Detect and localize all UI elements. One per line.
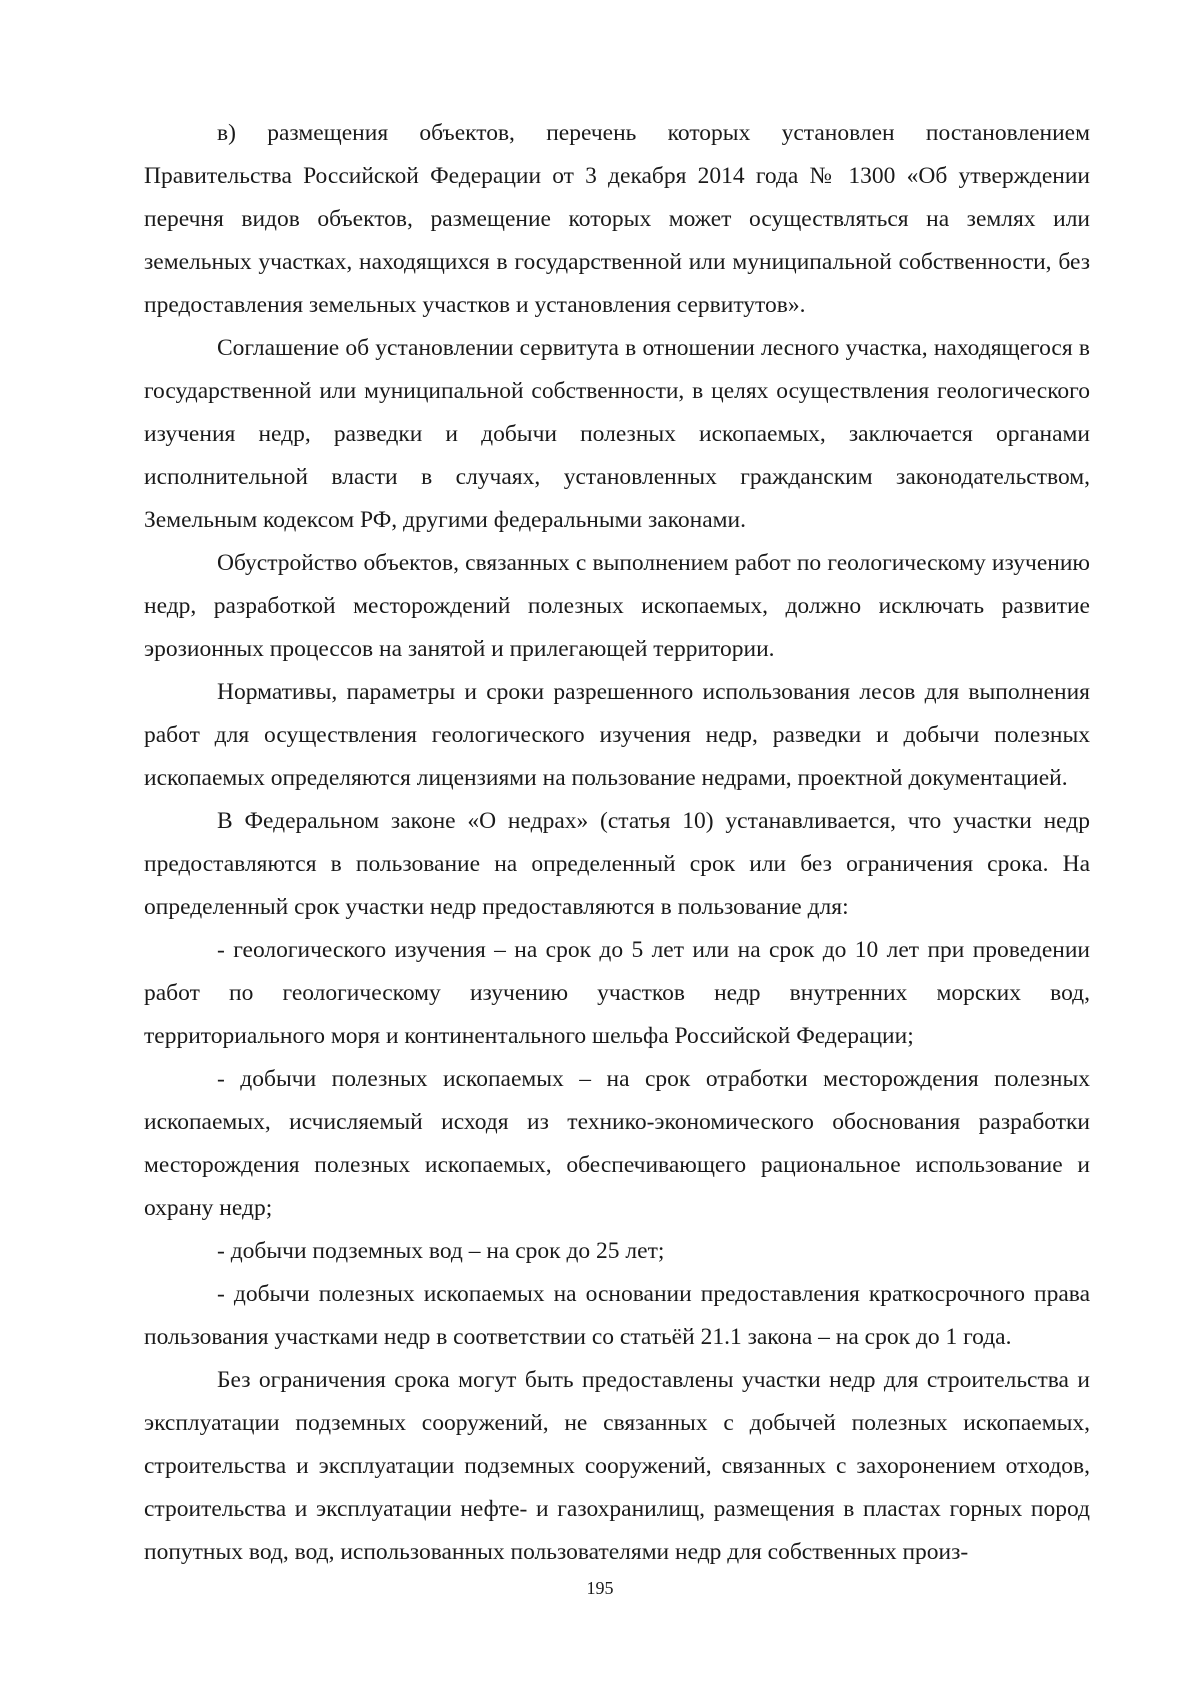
list-item-groundwater: - добычи подземных вод – на срок до 25 лет;: [217, 1238, 665, 1264]
list-item-mineral-extraction: - добычи полезных ископаемых – на срок отработки месторождения полезных ископаемых, исчисляемый исходя из технико-экономического обоснования разработки месторождения полезных ископаемых, обеспечивающего рациональное использование и охрану недр;: [144, 1066, 1090, 1221]
list-item-short-term-right: - добычи полезных ископаемых на основании предоставления краткосрочного права пользования участками недр в соответствии со статьёй 21.1 закона – на срок до 1 года.: [144, 1281, 1090, 1350]
paragraph-servitude-agreement: Соглашение об установлении сервитута в отношении лесного участка, находящегося в государственной или муниципальной собственности, в целях осуществления геологического изучения недр, разведки и добычи полезных ископаемых, заключается органами исполнительной власти в случаях, установленных гражданским законодательством, Земельным кодексом РФ, другими федеральными законами.: [144, 335, 1090, 533]
paragraph-norms: Нормативы, параметры и сроки разрешенного использования лесов для выполнения работ для осуществления геологического изучения недр, разведки и добычи полезных ископаемых определяются лицензиями на пользование недрами, проектной документацией.: [144, 679, 1090, 791]
list-item-geological-study: - геологического изучения – на срок до 5 лет или на срок до 10 лет при проведении работ по геологическому изучению участков недр внутренних морских вод, территориального моря и континентального шельфа Российской Федерации;: [144, 937, 1090, 1049]
paragraph-subsoil-law: В Федеральном законе «О недрах» (статья 10) устанавливается, что участки недр предоставляются в пользование на определенный срок или без ограничения срока. На определенный срок участки недр предоставляются в пользование для:: [144, 808, 1090, 920]
page-number: 195: [586, 1578, 614, 1598]
paragraph-erosion: Обустройство объектов, связанных с выполнением работ по геологическому изучению недр, разработкой месторождений полезных ископаемых, должно исключать развитие эрозионных процессов на занятой и прилегающей территории.: [144, 550, 1090, 662]
document-body: [144, 112, 1090, 1574]
paragraph-servitude-objects: в) размещения объектов, перечень которых установлен постановлением Правительства Российской Федерации от 3 декабря 2014 года № 1300 «Об утверждении перечня видов объектов, размещение которых может осуществляться на землях или земельных участках, находящихся в государственной или муниципальной собственности, без предоставления земельных участков и установления сервитутов».: [144, 120, 1090, 318]
paragraph-unlimited-term: Без ограничения срока могут быть предоставлены участки недр для строительства и эксплуатации подземных сооружений, не связанных с добычей полезных ископаемых, строительства и эксплуатации подземных сооружений, связанных с захоронением отходов, строительства и эксплуатации нефте- и газохранилищ, размещения в пластах горных пород попутных вод, вод, использованных пользователями недр для собственных произ-: [144, 1367, 1090, 1565]
